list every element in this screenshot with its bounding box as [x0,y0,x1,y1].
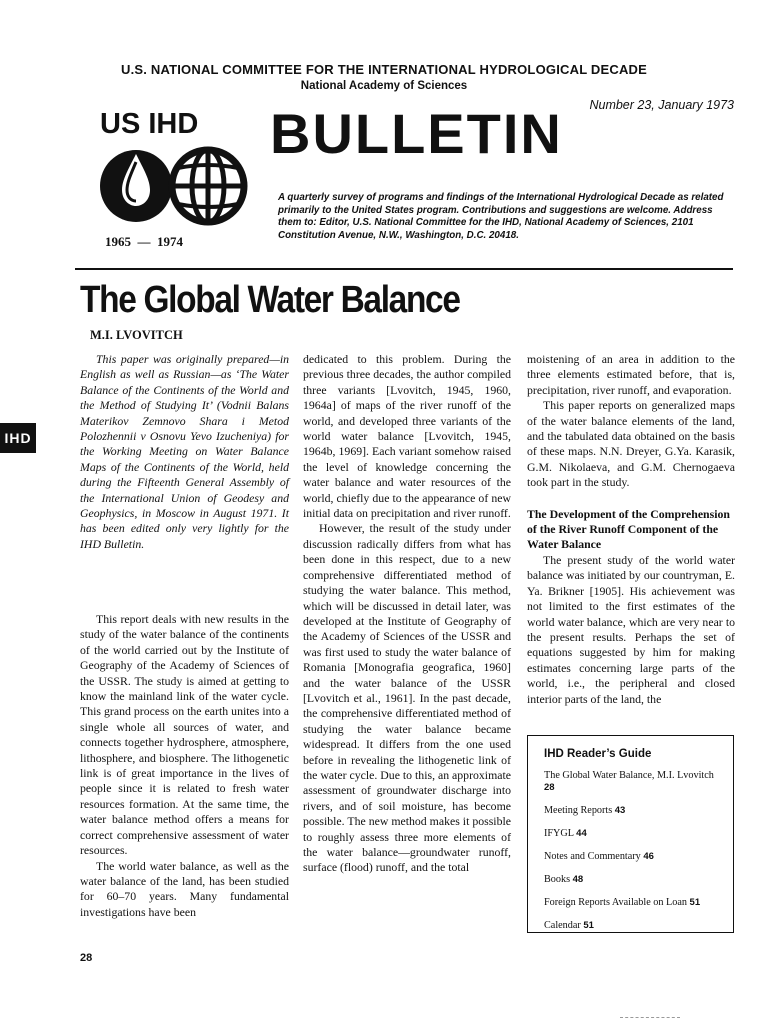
guide-item-page: 48 [572,874,584,885]
masthead-title: BULLETIN [270,102,563,165]
page-number: 28 [80,952,93,964]
readers-guide-list [544,770,724,943]
bulletin-description: A quarterly survey of programs and findings of the International Hydrological Decade as related primarily to the United States program. Contributions and suggestions are welcome. Address them to: Editor, U.S. National Committee for the IHD, National Academy of Sciences, 2101 Constitution Avenue, N.W., Washington, D.C. 20418. [278,192,724,241]
guide-item[interactable] [544,874,724,886]
article-author: M.I. LVOVITCH [90,328,183,342]
readers-guide-box [527,735,734,933]
guide-item-label: Books [544,874,571,885]
guide-item-label: Calendar [544,920,581,931]
guide-item[interactable] [544,920,724,932]
paragraph: This report deals with new results in the study of the water balance of the continents of the world carried out by the Institute of Geography of the Academy of Sciences of the USSR. The study is aimed at getting to know the mainland link of the water cycle. This grand process on the earth unites into a single whole all sources of water, and connects together hydrosphere, atmosphere, lithosphere, and biosphere. The lithogenetic link is of great importance in the lives of people since it is related to fresh water resources formation. At the same time, the water balance method offers a means for correct comprehensive assessment of water resources. [80,612,289,858]
issue-number: Number 23, January 1973 [589,98,734,112]
academy-heading: National Academy of Sciences [300,80,468,92]
guide-item[interactable] [544,828,724,840]
article-title: The Global Water Balance [80,279,460,321]
paragraph: The world water balance, as well as the water balance of the land, has been studied for 60–70 years. Many fundamental investigations have been [80,858,289,919]
paragraph: dedicated to this problem. During the previous three decades, the author compiled three variants [Lvovitch, 1945, 1960, 1964a] of maps of the river runoff of the world, and developed three variants of the world water balance [Lvovitch, 1945, 1964b, 1969]. Each variant somehow raised the level of knowledge concerning the water balance and water resources of the world, chiefly due to the appearance of new initial data on precipitation and river runoff. [303,352,511,521]
guide-item-label: Meeting Reports [544,805,613,816]
guide-item[interactable] [544,897,724,909]
guide-item[interactable] [544,770,724,794]
paragraph: However, the result of the study under discussion radically differs from what has been done in this respect, due to a new comprehensive differentiated method of studying the water balance. This method, which will be discussed in detail later, was developed at the Institute of Geography of the Academy of Sciences of the USSR and was first used to study the water balance of Romania [Monografia geografica, 1960] and the water balance of the USSR [Lvovitch et al., 1961]. In the past decade, the comprehensive differentiated method of studying the water balance became widespread. It differs from the one used before in revealing the lithogenetic link of the water cycle. Due to this, an approximate assessment of groundwater discharge into rivers, and of soil moisture, has become possible. The new method makes it possible to roughly assess three more elements of the water balance—groundwater runoff, surface (flood) runoff, and the total [303,521,512,875]
logo-text: US IHD [100,108,199,140]
editor-note-text: This paper was originally prepared—in English as well as Russian—as ‘The Water Balance of the Continents of the World and the Method of Studying It’ (Vodnii Balans Materikov Zemnovo Shara i Metod Polozhennii v Osnovu Yevo Izucheniya) for the Working Meeting on Water Balance Maps of the Continents of the World, held during the Fifteenth General Assembly of the International Union of Geodesy and Geophysics, in Moscow in August 1971. It has been edited only very lightly for the IHD Bulletin. [80,352,289,551]
header-divider [75,268,733,270]
guide-item-label: Foreign Reports Available on Loan [544,897,687,908]
column-2 [303,352,511,876]
column-1 [80,612,289,920]
guide-item-page: 51 [583,920,594,931]
paragraph: moistening of an area in addition to the three elements estimated before, that is, precipitation, river runoff, and evaporation. [527,352,735,397]
guide-item-page: 43 [614,805,626,816]
paragraph: This paper reports on generalized maps of the water balance elements of the land, and the tabulated data obtained on the basis of these maps. N.N. Dreyer, G.Ya. Karasik, G.M. Nikolaeva, and G.M. Chernogaeva took part in the study. [527,398,735,490]
footer-mark [620,1017,680,1018]
guide-item-page: 51 [689,897,701,908]
guide-item[interactable] [544,805,724,817]
section-heading: The Development of the Comprehension of the River Runoff Component of the Water Balance [527,506,730,552]
committee-heading: U.S. NATIONAL COMMITTEE FOR THE INTERNATIONAL HYDROLOGICAL DECADE [120,62,648,77]
guide-item-label: Notes and Commentary [544,851,641,862]
side-tab: IHD [0,423,36,453]
paragraph: The present study of the world water balance was initiated by our countryman, E. Ya. Brikner [1905]. His achievement was not limited to the first estimates of the world water balance, which are very near to the present results. Perhaps the set of equations suggested by him for making estimates concerning large parts of the world, i.e., the peripheral and closed interior parts of the land, the [527,552,735,706]
guide-item-label: IFYGL [544,828,574,839]
guide-item-label: The Global Water Balance, M.I. Lvovitch [544,770,714,781]
readers-guide-title: IHD Reader’s Guide [544,748,652,760]
guide-item-page: 44 [576,828,587,839]
guide-item-page: 28 [544,782,555,793]
guide-item-page: 46 [643,851,654,862]
column-3 [527,352,735,707]
logo-years: 1965 — 1974 [105,234,183,249]
guide-item[interactable] [544,851,724,863]
editor-note [80,352,289,552]
globe-logo-icon [98,140,253,232]
